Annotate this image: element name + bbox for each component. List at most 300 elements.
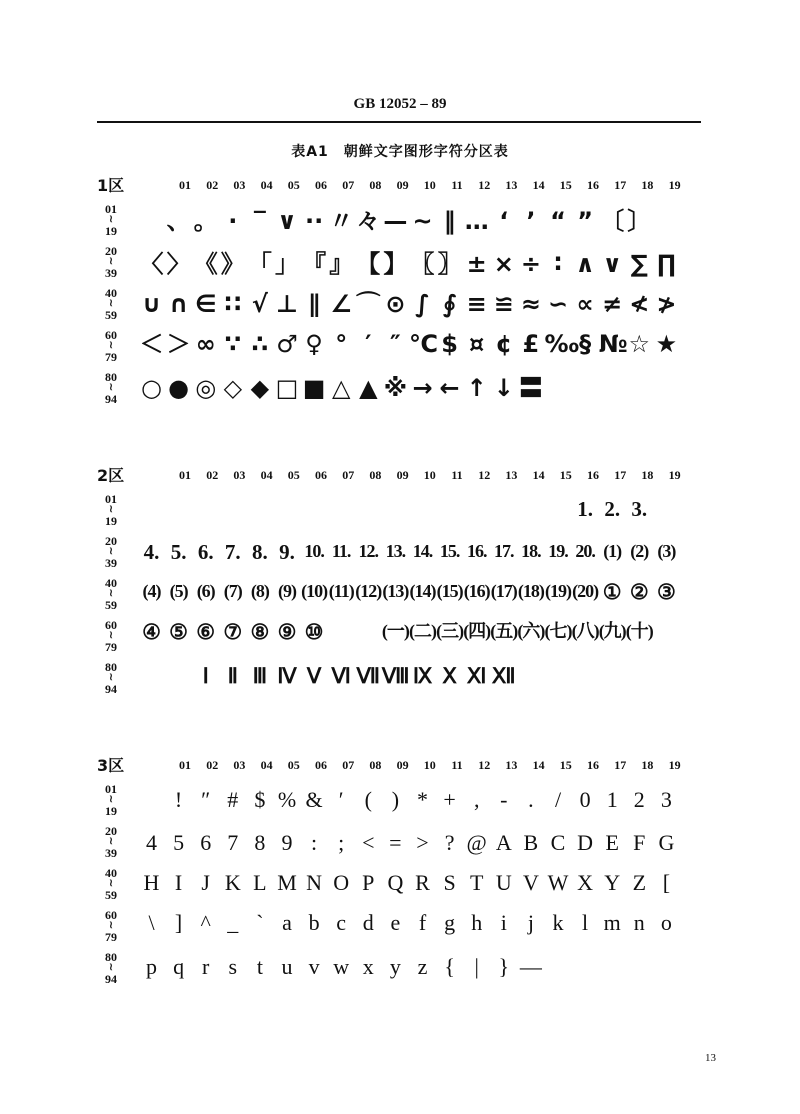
glyph-cell: 4. <box>143 540 160 564</box>
glyph-cell: A <box>495 830 512 855</box>
glyph-cell: O <box>333 870 350 895</box>
row-range-start: 01 <box>105 202 117 216</box>
glyph-cell: } <box>498 954 510 979</box>
glyph-cell: 10. <box>304 541 324 561</box>
glyph-cell: E <box>605 830 619 855</box>
glyph-cell: P <box>362 870 375 895</box>
glyph-cell: { <box>444 954 455 979</box>
glyph-cell: G <box>658 830 675 855</box>
column-number: 01 <box>179 758 191 772</box>
glyph-cell: ≡ <box>466 290 487 318</box>
glyph-cell: ÷ <box>520 250 541 278</box>
glyph-cell: ∝ <box>576 290 594 318</box>
glyph-cell: * <box>417 787 428 812</box>
glyph-cell: a <box>282 910 292 935</box>
glyph-cell: (三) <box>436 621 464 641</box>
row-range-start: 60 <box>105 328 117 342</box>
glyph-cell: ≯ <box>656 290 677 318</box>
glyph-cell: … <box>464 207 489 235</box>
glyph-cell: ∴ <box>251 330 269 358</box>
glyph-cell: Ⅵ <box>331 664 351 688</box>
row-range <box>97 577 125 611</box>
glyph-cell: × <box>493 250 514 278</box>
glyph-cell: (一) <box>381 621 409 641</box>
glyph-cell: f <box>418 910 427 935</box>
glyph-cell: $ <box>441 330 458 358</box>
glyph-cell: ∥ <box>308 290 321 318</box>
glyph-cell: (12) <box>355 581 382 601</box>
column-number: 12 <box>478 758 491 772</box>
glyph-cell: x <box>362 954 374 979</box>
row-range-end: 19 <box>105 514 117 528</box>
row-range-sep: ≀ <box>109 504 113 515</box>
column-number: 11 <box>451 468 463 482</box>
section-label: 2区 <box>97 466 125 485</box>
glyph-cell: 9. <box>279 540 295 564</box>
column-number: 03 <box>233 758 246 772</box>
glyph-cell: Ⅰ <box>202 664 209 688</box>
row-range <box>97 287 125 321</box>
glyph-cell: ± <box>466 250 487 278</box>
glyph-cell: 〈 <box>139 250 164 278</box>
column-number: 19 <box>668 468 681 482</box>
glyph-cell: j <box>527 910 534 935</box>
glyph-cell: R <box>415 870 430 895</box>
glyph-cell: 8. <box>252 540 268 564</box>
glyph-cell: Ⅸ <box>412 664 433 688</box>
glyph-cell: [ <box>662 870 671 895</box>
glyph-cell: i <box>500 910 507 935</box>
glyph-cell: # <box>227 787 239 812</box>
glyph-cell: ≮ <box>629 290 650 318</box>
glyph-cell: U <box>495 870 512 895</box>
glyph-cell: ∵ <box>224 330 242 358</box>
glyph-cell: ″ <box>390 330 401 358</box>
glyph-cell: ∧ <box>575 250 595 278</box>
column-number: 18 <box>641 468 654 482</box>
glyph-cell: ¢ <box>495 330 513 358</box>
column-number: 05 <box>287 468 300 482</box>
glyph-cell: ∪ <box>141 290 162 318</box>
column-number: 10 <box>423 178 436 192</box>
column-number: 04 <box>260 468 273 482</box>
row-range-sep: ≀ <box>109 588 113 599</box>
glyph-cell: 7. <box>224 540 241 564</box>
glyph-cell: 15. <box>439 541 460 561</box>
glyph-cell: ’ <box>526 207 536 235</box>
glyph-cell: 14. <box>412 541 433 561</box>
glyph-cell: 19. <box>548 541 568 561</box>
glyph-cell: ② <box>629 580 649 604</box>
glyph-cell: — <box>519 954 542 979</box>
glyph-cell: ! <box>174 787 183 812</box>
column-number: 03 <box>233 178 246 192</box>
glyph-cell: 5 <box>173 830 185 855</box>
glyph-cell: | <box>474 954 479 979</box>
glyph-cell: (五) <box>490 621 518 641</box>
column-number: 03 <box>233 468 246 482</box>
row-range-end: 79 <box>105 350 117 364</box>
glyph-cell: 〓 <box>518 374 543 402</box>
row-range-start: 20 <box>105 534 117 548</box>
glyph-cell: ＞ <box>166 330 191 358</box>
row-range-sep: ≀ <box>109 340 113 351</box>
row-range-end: 59 <box>105 308 117 322</box>
glyph-cell: 』 <box>329 250 354 278</box>
glyph-cell: X <box>577 870 594 895</box>
row-range-sep: ≀ <box>109 672 113 683</box>
glyph-cell: ′ <box>338 787 344 812</box>
glyph-cell: (16) <box>463 581 490 601</box>
glyph-cell: p <box>146 954 157 979</box>
glyph-cell: □ <box>275 374 299 402</box>
glyph-cell: ○ <box>141 374 162 402</box>
glyph-cell: 。 <box>193 207 218 235</box>
row-range-start: 20 <box>105 824 117 838</box>
glyph-cell: $ <box>254 787 266 812</box>
glyph-cell: 3 <box>660 787 672 812</box>
column-number: 10 <box>423 758 436 772</box>
glyph-cell: ∮ <box>442 290 457 318</box>
glyph-cell: ⊥ <box>276 290 298 318</box>
row-range-sep: ≀ <box>109 836 113 847</box>
glyph-cell: ^ <box>200 910 211 935</box>
column-number: 19 <box>668 178 681 192</box>
row-range-end: 79 <box>105 930 117 944</box>
glyph-cell: 】 <box>383 250 408 278</box>
column-number: 06 <box>315 468 327 482</box>
column-number: 02 <box>206 758 219 772</box>
glyph-cell: (18) <box>517 581 544 601</box>
glyph-cell: ∽ <box>547 290 569 318</box>
glyph-cell: 17. <box>494 541 514 561</box>
glyph-cell: k <box>552 910 564 935</box>
glyph-cell: Y <box>604 870 621 895</box>
glyph-cell: N <box>306 870 323 895</box>
glyph-cell: 1 <box>606 787 618 812</box>
glyph-cell: ■ <box>302 374 326 402</box>
page-header: GB 12052 – 89 <box>353 96 447 112</box>
glyph-cell: C <box>550 830 566 855</box>
glyph-cell: ⊙ <box>385 290 406 318</box>
row-range-start: 01 <box>105 492 117 506</box>
row-range-start: 60 <box>105 618 117 632</box>
glyph-cell: _ <box>227 910 239 935</box>
glyph-cell: D <box>577 830 594 855</box>
glyph-cell: u <box>281 954 293 979</box>
glyph-cell: ] <box>174 910 183 935</box>
glyph-cell: ·· <box>304 207 324 235</box>
row-range <box>97 203 125 237</box>
glyph-cell: I <box>174 870 183 895</box>
glyph-cell: (1) <box>603 541 622 561</box>
row-range-end: 94 <box>105 682 117 696</box>
glyph-cell: ♀ <box>305 330 323 358</box>
glyph-cell: ∞ <box>195 330 216 358</box>
glyph-cell: z <box>417 954 428 979</box>
glyph-cell: ° <box>335 330 348 358</box>
column-number: 05 <box>287 178 300 192</box>
column-number: 14 <box>532 178 545 192</box>
glyph-cell: ⑨ <box>277 620 297 644</box>
glyph-cell: 8 <box>254 830 266 855</box>
glyph-cell: Ⅺ <box>466 664 487 688</box>
glyph-cell: (二) <box>409 621 436 641</box>
glyph-cell: (19) <box>545 581 571 601</box>
column-number: 13 <box>505 758 518 772</box>
column-number: 14 <box>532 468 545 482</box>
glyph-cell: 々 <box>356 207 381 235</box>
glyph-cell: (四) <box>463 621 491 641</box>
glyph-cell: e <box>390 910 401 935</box>
glyph-cell: S <box>443 870 456 895</box>
glyph-cell: ∏ <box>656 250 676 278</box>
column-number: 17 <box>614 468 627 482</box>
glyph-cell: 6. <box>197 540 214 564</box>
glyph-cell: ( <box>364 787 372 812</box>
glyph-cell: ¤ <box>469 330 485 358</box>
glyph-cell: ≠ <box>602 290 623 318</box>
glyph-cell: ≈ <box>520 290 541 318</box>
glyph-cell: Ⅴ <box>306 664 322 688</box>
section-label: 3区 <box>97 756 125 775</box>
glyph-cell: 、 <box>166 207 191 235</box>
row-range <box>97 329 125 363</box>
column-number: 06 <box>315 178 327 192</box>
column-number: 09 <box>396 468 409 482</box>
column-number: 12 <box>478 468 491 482</box>
glyph-cell: m <box>603 910 621 935</box>
glyph-cell: > <box>416 830 429 855</box>
glyph-cell: ? <box>444 830 455 855</box>
glyph-cell: 『 <box>302 250 327 278</box>
row-range <box>97 371 125 405</box>
glyph-cell: 2. <box>604 497 621 521</box>
glyph-cell: ☆ <box>628 330 651 358</box>
glyph-cell: ‰ <box>544 330 580 358</box>
glyph-cell: r <box>202 954 210 979</box>
glyph-cell: (5) <box>169 581 188 601</box>
glyph-cell: Ⅱ <box>227 664 238 688</box>
glyph-cell: 「 <box>247 250 272 278</box>
row-range-start: 80 <box>105 370 117 384</box>
row-range-sep: ≀ <box>109 298 113 309</box>
glyph-cell: № <box>598 330 628 358</box>
glyph-cell: £ <box>522 330 540 358</box>
glyph-cell: M <box>277 870 297 895</box>
column-number: 10 <box>423 468 436 482</box>
column-number: 15 <box>559 758 572 772</box>
section-label: 1区 <box>97 176 125 195</box>
column-number: 15 <box>559 468 572 482</box>
glyph-cell: (13) <box>382 581 409 601</box>
glyph-cell: ※ <box>383 374 408 402</box>
glyph-cell: ∨ <box>277 207 297 235</box>
glyph-cell: F <box>633 830 646 855</box>
glyph-cell: (3) <box>657 541 676 561</box>
glyph-cell: 」 <box>275 250 299 278</box>
glyph-cell: 16. <box>466 541 487 561</box>
glyph-cell: ` <box>256 910 264 935</box>
row-range-sep: ≀ <box>109 214 113 225</box>
column-number: 18 <box>641 178 654 192</box>
glyph-cell: ≌ <box>493 290 514 318</box>
glyph-cell: — <box>383 207 408 235</box>
glyph-cell: 11. <box>331 541 351 561</box>
glyph-cell: 【 <box>356 250 381 278</box>
glyph-cell: : <box>311 830 318 855</box>
column-number: 07 <box>342 758 355 772</box>
glyph-cell: 0 <box>579 787 591 812</box>
glyph-cell: Q <box>387 870 404 895</box>
column-number: 17 <box>614 758 627 772</box>
column-number: 17 <box>614 178 627 192</box>
glyph-cell: → <box>412 374 433 402</box>
glyph-cell: (11) <box>328 581 354 601</box>
glyph-cell: ‘ <box>499 207 509 235</box>
glyph-cell: ‖ <box>443 207 456 235</box>
glyph-cell: “ <box>550 207 566 235</box>
row-range-start: 80 <box>105 950 117 964</box>
column-number: 13 <box>505 178 518 192</box>
row-range-sep: ≀ <box>109 878 113 889</box>
glyph-cell: % <box>277 787 297 812</box>
glyph-cell: ① <box>602 580 622 604</box>
glyph-cell: 7 <box>227 830 239 855</box>
page-number: 13 <box>705 1052 716 1064</box>
row-range-start: 40 <box>105 576 117 590</box>
glyph-cell: 13. <box>385 541 406 561</box>
glyph-cell: 4 <box>146 830 157 855</box>
glyph-cell: ‾ <box>253 207 266 235</box>
row-range-end: 94 <box>105 972 117 986</box>
column-number: 13 <box>505 468 518 482</box>
glyph-cell: ③ <box>656 580 676 604</box>
column-number: 02 <box>206 468 219 482</box>
column-number: 16 <box>587 758 599 772</box>
column-number: 19 <box>668 758 681 772</box>
glyph-cell: v <box>308 954 320 979</box>
glyph-cell: ＜ <box>139 330 164 358</box>
glyph-cell: 〔 <box>600 207 625 235</box>
glyph-cell: g <box>444 910 456 935</box>
glyph-cell: ∨ <box>602 250 622 278</box>
row-range-end: 39 <box>105 846 117 860</box>
glyph-cell: (2) <box>630 541 649 561</box>
row-range-end: 19 <box>105 224 117 238</box>
glyph-cell: 5. <box>170 540 187 564</box>
glyph-cell: ∈ <box>194 290 217 318</box>
glyph-cell: △ <box>331 374 351 402</box>
row-range-start: 40 <box>105 866 117 880</box>
glyph-cell: L <box>253 870 267 895</box>
row-range <box>97 619 125 653</box>
glyph-cell: ⑦ <box>223 620 243 644</box>
table-caption: 表A1 朝鲜文字图形字符分区表 <box>291 144 509 160</box>
glyph-cell: < <box>362 830 375 855</box>
glyph-cell: (20) <box>572 581 599 601</box>
column-number: 14 <box>532 758 545 772</box>
column-number: 11 <box>451 178 463 192</box>
glyph-cell: n <box>633 910 645 935</box>
row-range-end: 19 <box>105 804 117 818</box>
row-range-sep: ≀ <box>109 630 113 641</box>
glyph-cell: (10) <box>301 581 328 601</box>
glyph-cell: 1. <box>577 497 593 521</box>
glyph-cell: ) <box>391 787 400 812</box>
glyph-cell: c <box>336 910 347 935</box>
column-number: 09 <box>396 758 409 772</box>
glyph-cell: 〖 <box>410 250 435 278</box>
glyph-cell: ◎ <box>195 374 217 402</box>
glyph-cell: (8) <box>250 581 269 601</box>
column-number: 07 <box>342 468 355 482</box>
row-range-sep: ≀ <box>109 794 113 805</box>
glyph-cell: , <box>473 787 480 812</box>
column-number: 16 <box>587 468 599 482</box>
glyph-cell: 18. <box>521 541 541 561</box>
glyph-cell: @ <box>466 830 487 855</box>
glyph-cell: ∠ <box>330 290 352 318</box>
column-number: 06 <box>315 758 327 772</box>
row-range-sep: ≀ <box>109 382 113 393</box>
glyph-cell: (7) <box>223 581 242 601</box>
glyph-cell: ⑩ <box>304 620 324 644</box>
row-range <box>97 867 125 901</box>
glyph-cell: 〕 <box>627 207 652 235</box>
glyph-cell: 3. <box>631 497 648 521</box>
column-number: 15 <box>559 178 572 192</box>
glyph-cell: ♂ <box>276 330 298 358</box>
row-range-sep: ≀ <box>109 962 113 973</box>
glyph-cell: = <box>389 830 402 855</box>
glyph-cell: Ⅷ <box>381 664 410 688</box>
glyph-cell: ⑧ <box>250 620 270 644</box>
glyph-cell: 〉 <box>166 250 191 278</box>
glyph-cell: W <box>547 870 569 895</box>
glyph-cell: y <box>389 954 401 979</box>
column-number: 11 <box>451 758 463 772</box>
glyph-cell: ∷ <box>224 290 242 318</box>
glyph-cell: Ⅲ <box>252 664 268 688</box>
glyph-cell: (九) <box>598 621 626 641</box>
glyph-cell: t <box>256 954 263 979</box>
glyph-cell: ⑥ <box>196 620 216 644</box>
glyph-cell: B <box>523 830 539 855</box>
row-range-sep: ≀ <box>109 256 113 267</box>
glyph-cell: ″ <box>201 787 211 812</box>
glyph-cell: & <box>305 787 323 812</box>
column-number: 02 <box>206 178 219 192</box>
glyph-cell: ★ <box>655 330 678 358</box>
column-number: 01 <box>179 468 191 482</box>
glyph-cell: ◆ <box>250 374 270 402</box>
glyph-cell: ∑ <box>630 250 648 278</box>
column-number: 08 <box>369 178 382 192</box>
glyph-cell: ” <box>577 207 593 235</box>
glyph-cell: ↓ <box>493 374 514 402</box>
glyph-cell: Ⅶ <box>356 664 381 688</box>
glyph-cell: Ⅻ <box>491 664 516 688</box>
glyph-cell: √ <box>251 290 268 318</box>
glyph-cell: ∩ <box>168 290 189 318</box>
column-number: 01 <box>179 178 191 192</box>
row-range <box>97 783 125 817</box>
glyph-cell: ∫ <box>415 290 430 318</box>
glyph-cell: ◇ <box>223 374 243 402</box>
glyph-cell: (9) <box>278 581 296 601</box>
row-range <box>97 535 125 569</box>
